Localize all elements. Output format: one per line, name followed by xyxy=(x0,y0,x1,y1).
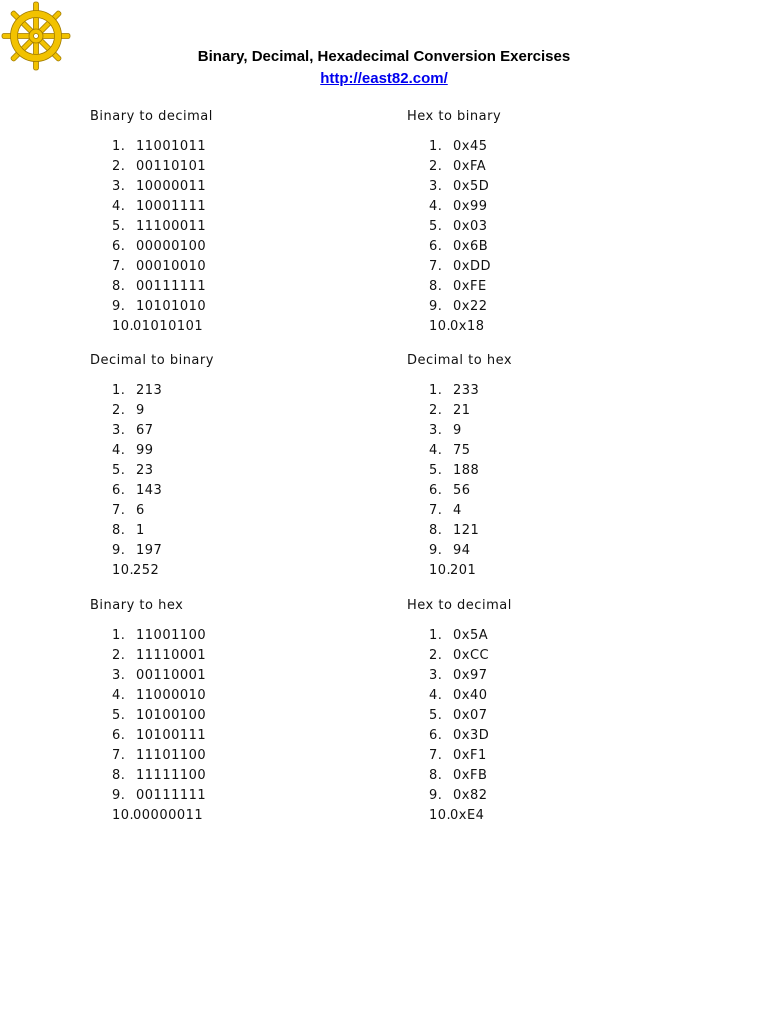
section-binary-to-decimal xyxy=(90,107,213,334)
item-value: 11001100 xyxy=(136,628,207,643)
item-value: 00110101 xyxy=(136,159,207,174)
item-number: 2. xyxy=(429,403,443,418)
item-value: 4 xyxy=(453,503,462,518)
item-value: 56 xyxy=(453,483,471,498)
item-value: 0x3D xyxy=(453,728,490,743)
item-number: 1. xyxy=(112,383,126,398)
item-number: 6. xyxy=(112,239,126,254)
item-value: 0x5D xyxy=(453,179,490,194)
item-number: 5. xyxy=(112,463,126,478)
item-value: 0xFA xyxy=(453,159,487,174)
item-value: 0xDD xyxy=(453,259,491,274)
item-number: 7. xyxy=(112,748,126,763)
item-value: 10000011 xyxy=(136,179,207,194)
item-number: 3. xyxy=(429,668,443,683)
item-number: 5. xyxy=(429,708,443,723)
item-number: 1. xyxy=(112,139,126,154)
item-value: 0x97 xyxy=(453,668,488,683)
item-value: 121 xyxy=(453,523,480,538)
site-link[interactable]: http://east82.com/ xyxy=(320,70,448,87)
item-number: 4. xyxy=(429,199,443,214)
item-value: 0xFB xyxy=(453,768,488,783)
item-number: 10. xyxy=(429,808,452,823)
item-value: 11111100 xyxy=(136,768,207,783)
item-value: 10001111 xyxy=(136,199,207,214)
item-number: 9. xyxy=(429,543,443,558)
item-number: 10. xyxy=(429,319,452,334)
item-number: 2. xyxy=(112,159,126,174)
item-value: 00000011 xyxy=(133,808,204,823)
item-value: 23 xyxy=(136,463,154,478)
item-value: 00111111 xyxy=(136,788,207,803)
item-number: 5. xyxy=(112,219,126,234)
item-number: 8. xyxy=(429,768,443,783)
item-value: 11100011 xyxy=(136,219,207,234)
section-heading: Hex to decimal xyxy=(407,598,512,613)
item-value: 0x45 xyxy=(453,139,488,154)
item-number: 7. xyxy=(429,503,443,518)
item-value: 01010101 xyxy=(133,319,204,334)
item-value: 9 xyxy=(136,403,145,418)
item-value: 213 xyxy=(136,383,163,398)
item-value: 0x07 xyxy=(453,708,488,723)
item-number: 7. xyxy=(112,259,126,274)
item-number: 10. xyxy=(112,319,135,334)
section-heading: Decimal to hex xyxy=(407,353,513,368)
item-value: 188 xyxy=(453,463,480,478)
item-value: 10100111 xyxy=(136,728,207,743)
item-value: 75 xyxy=(453,443,471,458)
item-number: 6. xyxy=(429,239,443,254)
item-number: 3. xyxy=(429,423,443,438)
item-number: 3. xyxy=(112,179,126,194)
item-value: 10101010 xyxy=(136,299,207,314)
item-number: 6. xyxy=(429,483,443,498)
item-value: 6 xyxy=(136,503,145,518)
section-binary-to-hex xyxy=(90,596,207,823)
item-number: 4. xyxy=(429,443,443,458)
item-number: 8. xyxy=(112,768,126,783)
item-value: 0x6B xyxy=(453,239,489,254)
item-value: 00000100 xyxy=(136,239,207,254)
item-value: 0xE4 xyxy=(450,808,485,823)
section-hex-to-binary xyxy=(407,107,502,334)
item-number: 4. xyxy=(112,688,126,703)
item-number: 8. xyxy=(112,523,126,538)
item-value: 1 xyxy=(136,523,145,538)
item-value: 00111111 xyxy=(136,279,207,294)
item-value: 233 xyxy=(453,383,480,398)
item-number: 10. xyxy=(429,563,452,578)
item-number: 6. xyxy=(429,728,443,743)
item-value: 0xF1 xyxy=(453,748,487,763)
item-number: 1. xyxy=(429,628,443,643)
item-value: 0x18 xyxy=(450,319,485,334)
item-value: 11101100 xyxy=(136,748,207,763)
item-value: 143 xyxy=(136,483,163,498)
item-number: 9. xyxy=(112,543,126,558)
item-number: 4. xyxy=(112,443,126,458)
item-number: 2. xyxy=(112,648,126,663)
item-number: 9. xyxy=(112,299,126,314)
item-number: 8. xyxy=(429,523,443,538)
item-number: 9. xyxy=(112,788,126,803)
item-value: 11110001 xyxy=(136,648,207,663)
item-number: 3. xyxy=(429,179,443,194)
item-value: 94 xyxy=(453,543,471,558)
item-number: 2. xyxy=(112,403,126,418)
item-value: 0x40 xyxy=(453,688,488,703)
item-number: 6. xyxy=(112,728,126,743)
item-value: 11001011 xyxy=(136,139,207,154)
item-value: 0x82 xyxy=(453,788,488,803)
item-value: 0xCC xyxy=(453,648,490,663)
section-decimal-to-hex xyxy=(407,351,513,578)
item-number: 4. xyxy=(429,688,443,703)
section-heading: Hex to binary xyxy=(407,109,502,124)
item-value: 201 xyxy=(450,563,477,578)
item-value: 67 xyxy=(136,423,154,438)
section-heading: Binary to decimal xyxy=(90,109,213,124)
item-value: 00010010 xyxy=(136,259,207,274)
item-value: 11000010 xyxy=(136,688,207,703)
item-number: 10. xyxy=(112,808,135,823)
item-number: 1. xyxy=(112,628,126,643)
item-value: 9 xyxy=(453,423,462,438)
item-number: 4. xyxy=(112,199,126,214)
section-heading: Decimal to binary xyxy=(90,353,214,368)
item-value: 197 xyxy=(136,543,163,558)
item-number: 10. xyxy=(112,563,135,578)
item-number: 9. xyxy=(429,299,443,314)
item-number: 2. xyxy=(429,159,443,174)
item-number: 5. xyxy=(429,219,443,234)
item-value: 0x22 xyxy=(453,299,488,314)
page-title: Binary, Decimal, Hexadecimal Conversion Exercises xyxy=(197,48,571,65)
item-number: 2. xyxy=(429,648,443,663)
item-number: 8. xyxy=(112,279,126,294)
item-value: 0x5A xyxy=(453,628,489,643)
item-value: 99 xyxy=(136,443,154,458)
item-number: 1. xyxy=(429,383,443,398)
section-hex-to-decimal xyxy=(407,596,512,823)
item-number: 6. xyxy=(112,483,126,498)
item-value: 0xFE xyxy=(453,279,487,294)
item-number: 5. xyxy=(429,463,443,478)
item-value: 252 xyxy=(133,563,160,578)
item-value: 10100100 xyxy=(136,708,207,723)
item-number: 7. xyxy=(429,259,443,274)
item-value: 21 xyxy=(453,403,471,418)
item-number: 5. xyxy=(112,708,126,723)
item-number: 8. xyxy=(429,279,443,294)
item-number: 3. xyxy=(112,668,126,683)
item-number: 7. xyxy=(112,503,126,518)
item-value: 0x99 xyxy=(453,199,488,214)
section-decimal-to-binary xyxy=(90,351,214,578)
item-number: 7. xyxy=(429,748,443,763)
item-number: 1. xyxy=(429,139,443,154)
item-value: 0x03 xyxy=(453,219,488,234)
section-heading: Binary to hex xyxy=(90,598,184,613)
item-value: 00110001 xyxy=(136,668,207,683)
item-number: 9. xyxy=(429,788,443,803)
item-number: 3. xyxy=(112,423,126,438)
